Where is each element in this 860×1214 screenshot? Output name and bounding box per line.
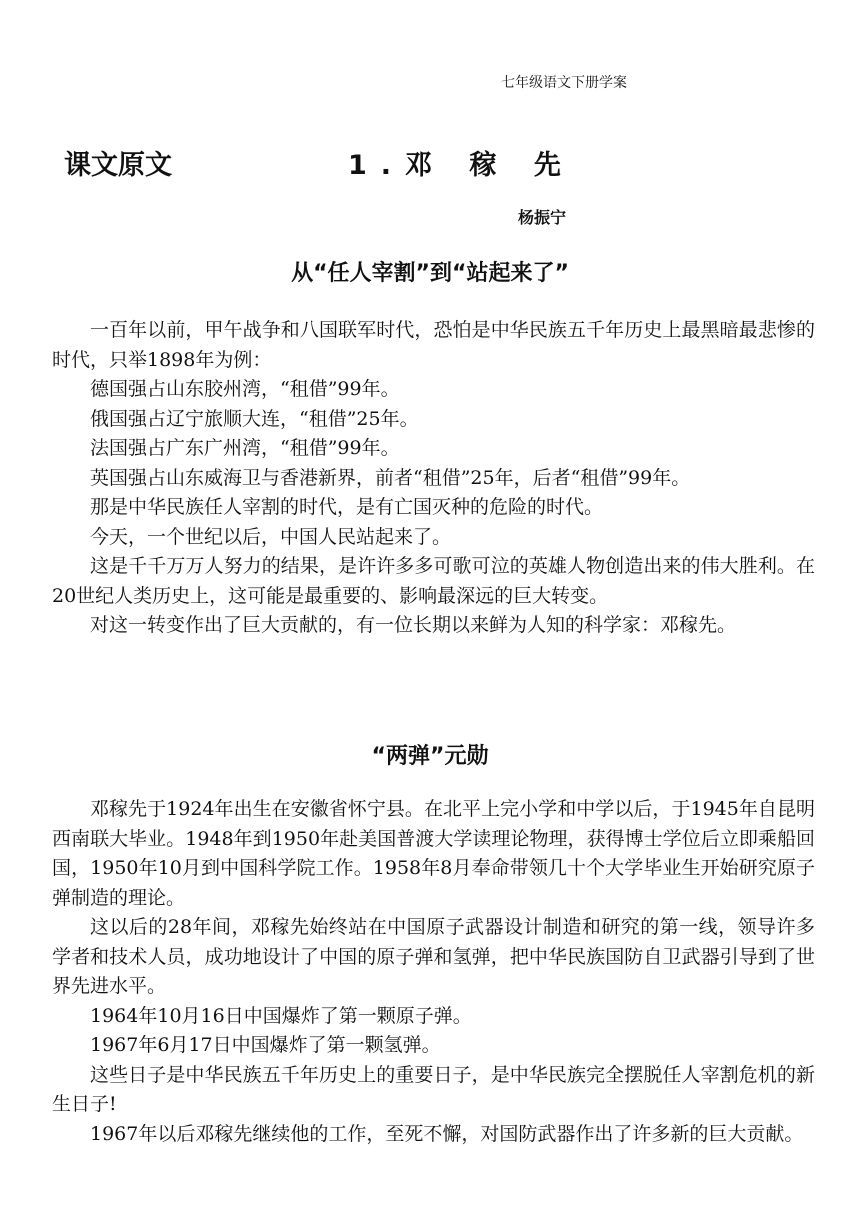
paragraph: 今天，一个世纪以后，中国人民站起来了。: [90, 525, 452, 548]
paragraph: 1964年10月16日中国爆炸了第一颗原子弹。: [90, 1004, 472, 1027]
paragraph: 一百年以前，甲午战争和八国联军时代，恐怕是中华民族五千年历史上最黑暗最悲惨的时代，只举1898年为例：: [52, 319, 815, 371]
paragraph: 邓稼先于1924年出生在安徽省怀宁县。在北平上完小学和中学以后，于1945年自昆明西南联大毕业。1948年到1950年赴美国普渡大学读理论物理，获得博士学位后立即乘船回国，1950年10月到中国科学院工作。1958年8月奉命带领几十个大学毕业生开始研究原子弹制造的理论。: [52, 798, 815, 909]
paragraph: 那是中华民族任人宰割的时代，是有亡国灭种的危险的时代。: [90, 496, 604, 518]
section-heading-2: “两弹”元勋: [371, 744, 489, 769]
paragraph: 这些日子是中华民族五千年历史上的重要日子，是中华民族完全摆脱任人宰割危机的新生日子!: [52, 1063, 815, 1115]
paragraph: 英国强占山东威海卫与香港新界，前者“租借”25年，后者“租借”99年。: [90, 466, 691, 489]
paragraph: 法国强占广东广州湾，“租借”99年。: [90, 437, 400, 459]
paragraph: 1967年以后邓稼先继续他的工作，至死不懈，对国防武器作出了许多新的巨大贡献。: [90, 1122, 804, 1145]
section-body-2: [52, 795, 815, 1149]
section-label: 课文原文: [64, 150, 172, 181]
paragraph: 这以后的28年间，邓稼先始终站在中国原子武器设计制造和研究的第一线，领导许多学者和技术人员，成功地设计了中国的原子弹和氢弹，把中华民族国防自卫武器引导到了世界先进水平。: [52, 916, 815, 997]
paragraph: 1967年6月17日中国爆炸了第一颗氢弹。: [90, 1034, 441, 1056]
paragraph: 德国强占山东胶州湾，“租借”99年。: [90, 378, 400, 400]
lesson-title: 1.邓 稼 先: [348, 150, 575, 181]
paragraph: 对这一转变作出了巨大贡献的，有一位长期以来鲜为人知的科学家：邓稼先。: [90, 614, 737, 636]
section-heading-1: 从“任人宰割”到“站起来了”: [291, 261, 569, 286]
page-header-note: 七年级语文下册学案: [501, 75, 627, 91]
author-name: 杨振宁: [518, 208, 567, 227]
paragraph: 俄国强占辽宁旅顺大连，“租借”25年。: [90, 407, 419, 430]
section-body-1: [52, 316, 815, 641]
paragraph: 这是千千万万人努力的结果，是许许多多可歌可泣的英雄人物创造出来的伟大胜利。在20世纪人类历史上，这可能是最重要的、影响最深远的巨大转变。: [52, 555, 815, 607]
